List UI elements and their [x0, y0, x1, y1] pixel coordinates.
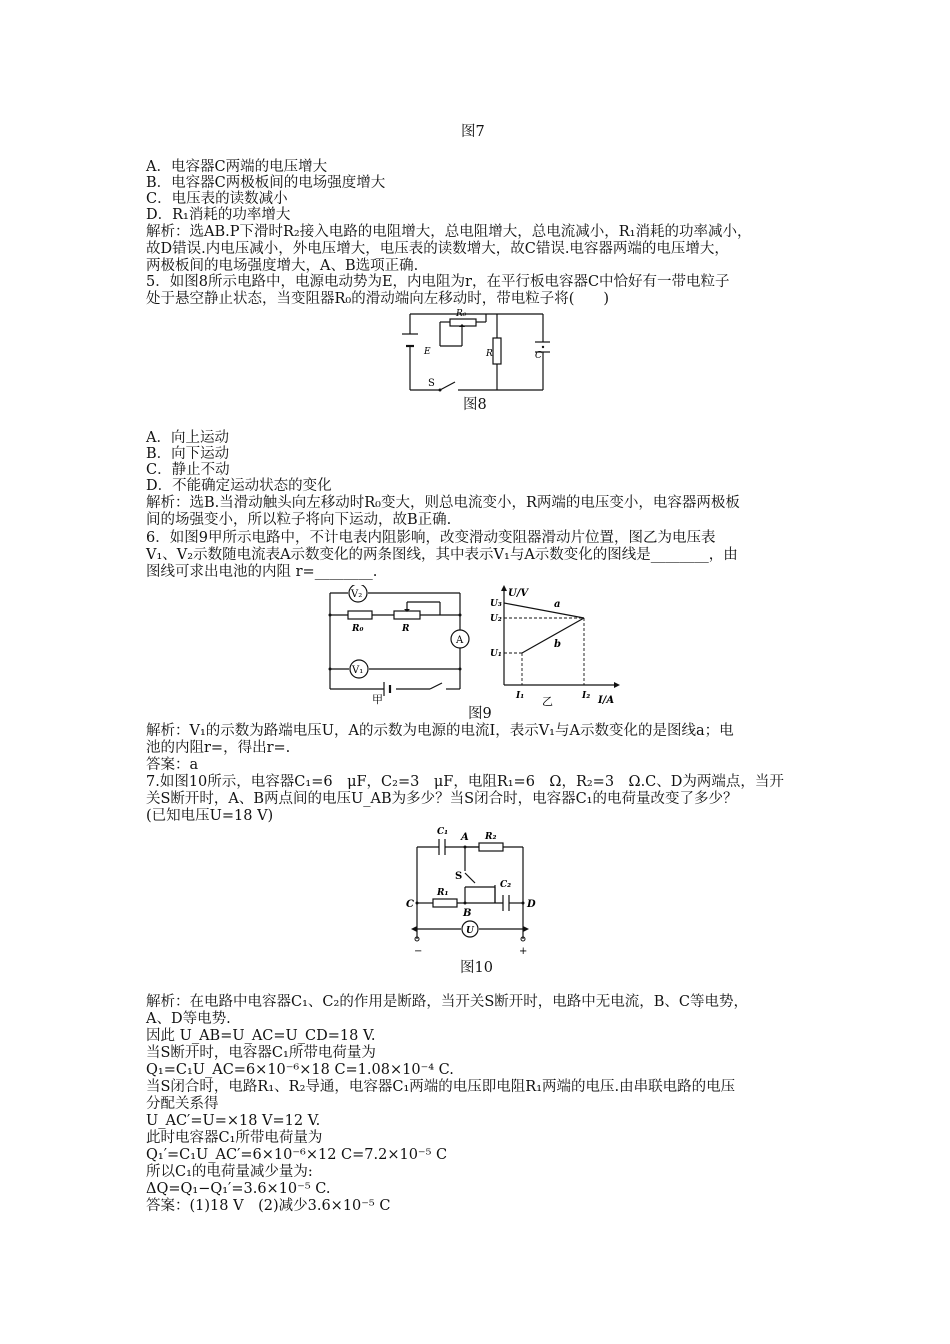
q6-stem-line: 图线可求出电池的内阻 r=________.: [146, 564, 378, 580]
q5-option-d: D．不能确定运动状态的变化: [146, 478, 332, 494]
q4-option-d: D．R₁消耗的功率增大: [146, 207, 291, 223]
fig9-label: b: [554, 639, 561, 650]
q7-analysis-line: Q₁=C₁U_AC=6×10⁻⁶×18 C=1.08×10⁻⁴ C.: [146, 1062, 454, 1078]
fig10-caption: 图10: [460, 960, 493, 976]
q5-option-a: A．向上运动: [146, 430, 229, 446]
fig9-label: U/V: [508, 588, 529, 599]
fig10-label: −: [414, 946, 423, 957]
fig9-graph-yi: [486, 585, 626, 707]
fig10-label: C: [406, 899, 414, 910]
q7-answer: 答案：(1)18 V (2)减少3.6×10⁻⁵ C: [146, 1198, 391, 1214]
q7-analysis-line: U_AC′=U=×18 V=12 V.: [146, 1113, 321, 1129]
q7-analysis-line: Q₁′=C₁U_AC′=6×10⁻⁶×12 C=7.2×10⁻⁵ C: [146, 1147, 448, 1163]
q4-option-b: B．电容器C两极板间的电场强度增大: [146, 175, 386, 191]
q4-analysis-line: 两极板间的电场强度增大，A、B选项正确.: [146, 258, 419, 274]
fig10-label: C₁: [437, 827, 449, 837]
q4-option-a: A．电容器C两端的电压增大: [146, 159, 328, 175]
q7-analysis-line: 分配关系得: [146, 1096, 219, 1112]
q6-analysis-line: 解析：V₁的示数为路端电压U，A的示数为电源的电流I，表示V₁与A示数变化的是图线a；电: [146, 723, 734, 739]
q7-analysis-line: 因此 U_AB=U_AC=U_CD=18 V.: [146, 1028, 376, 1044]
fig9-circuit-jia: [322, 585, 472, 705]
fig9-label: U₃: [490, 599, 502, 609]
q7-analysis-line: 此时电容器C₁所带电荷量为: [146, 1130, 323, 1146]
q7-analysis-line: 解析：在电路中电容器C₁、C₂的作用是断路，当开关S断开时，电路中无电流，B、C等电势，: [146, 994, 748, 1010]
fig10-label: D: [527, 899, 536, 910]
q7-analysis-line: A、D等电势.: [146, 1011, 231, 1027]
q6-answer: 答案：a: [146, 757, 199, 773]
fig8-label: R: [486, 349, 493, 359]
fig8-label: R₀: [456, 309, 467, 319]
q5-stem-line: 5．如图8所示电路中，电源电动势为E，内电阻为r，在平行板电容器C中恰好有一带电粒子: [146, 274, 730, 290]
q6-stem-line: 6．如图9甲所示电路中，不计电表内阻影响，改变滑动变阻器滑动片位置，图乙为电压表: [146, 530, 716, 546]
fig9-label: U₂: [490, 614, 502, 624]
fig8-circuit: [400, 306, 550, 398]
q4-analysis-line: 解析：选AB.P下滑时R₂接入电路的电阻增大，总电阻增大，总电流减小，R₁消耗的功率减小，: [146, 224, 752, 240]
fig10-label: S: [455, 871, 463, 882]
fig9-label: V₁: [352, 665, 364, 676]
fig9-label: 乙: [542, 695, 553, 707]
fig10-label: R₁: [437, 888, 449, 898]
fig9-label: R₀: [352, 624, 364, 634]
q5-option-b: B．向下运动: [146, 446, 230, 462]
fig10-label: U: [466, 926, 474, 936]
q5-analysis-line: 间的场强变小，所以粒子将向下运动，故B正确.: [146, 512, 452, 528]
q4-analysis-line: 故D错误.内电压减小，外电压增大，电压表的读数增大，故C错误.电容器两端的电压增大，: [146, 241, 729, 257]
fig8-label: S: [428, 378, 435, 389]
fig7-caption: 图7: [461, 124, 485, 140]
fig9-label: I₁: [516, 691, 525, 701]
fig10-label: C₂: [500, 880, 512, 890]
fig9-label: a: [554, 599, 561, 610]
fig8-label: E: [424, 347, 431, 357]
q7-stem-line: 关S断开时，A、B两点间的电压U_AB为多少？当S闭合时，电容器C₁的电荷量改变了多少？: [146, 791, 738, 807]
q5-stem-line: 处于悬空静止状态，当变阻器R₀的滑动端向左移动时，带电粒子将( ): [146, 291, 610, 307]
fig8-label: C: [535, 351, 542, 361]
q7-stem-line: (已知电压U=18 V): [146, 808, 274, 824]
fig9-label: U₁: [490, 649, 502, 659]
fig9-caption: 图9: [468, 706, 492, 722]
fig9-label: I₂: [582, 691, 591, 701]
q7-stem-line: 7.如图10所示，电容器C₁=6 μF，C₂=3 μF，电阻R₁=6 Ω，R₂=3 Ω.C、D为两端点，当开: [146, 774, 784, 790]
q7-analysis-line: 当S闭合时，电路R₁、R₂导通，电容器C₁两端的电压即电阻R₁两端的电压.由串联电路的电压: [146, 1079, 736, 1095]
fig9-label: I/A: [598, 695, 615, 706]
fig10-label: B: [463, 908, 472, 919]
q6-analysis-line: 池的内阻r=，得出r=.: [146, 740, 291, 756]
fig9-label: A: [456, 635, 464, 646]
fig10-label: +: [519, 946, 528, 957]
q4-option-c: C．电压表的读数减小: [146, 191, 288, 207]
q6-stem-line: V₁、V₂示数随电流表A示数变化的两条图线，其中表示V₁与A示数变化的图线是________，由: [146, 547, 738, 563]
q7-analysis-line: 当S断开时，电容器C₁所带电荷量为: [146, 1045, 376, 1061]
fig10-label: R₂: [485, 832, 497, 842]
fig9-label: R: [402, 624, 410, 634]
fig8-caption: 图8: [463, 397, 487, 413]
fig10-label: A: [461, 832, 469, 843]
fig9-label: V₂: [351, 589, 363, 600]
q5-analysis-line: 解析：选B.当滑动触头向左移动时R₀变大，则总电流变小，R两端的电压变小，电容器两极板: [146, 495, 740, 511]
q5-option-c: C．静止不动: [146, 462, 230, 478]
fig9-label: 甲: [372, 693, 383, 705]
fig10-circuit: [405, 823, 540, 958]
q7-analysis-line: 所以C₁的电荷量减少量为:: [146, 1164, 313, 1180]
q7-analysis-line: ΔQ=Q₁−Q₁′=3.6×10⁻⁵ C.: [146, 1181, 331, 1197]
